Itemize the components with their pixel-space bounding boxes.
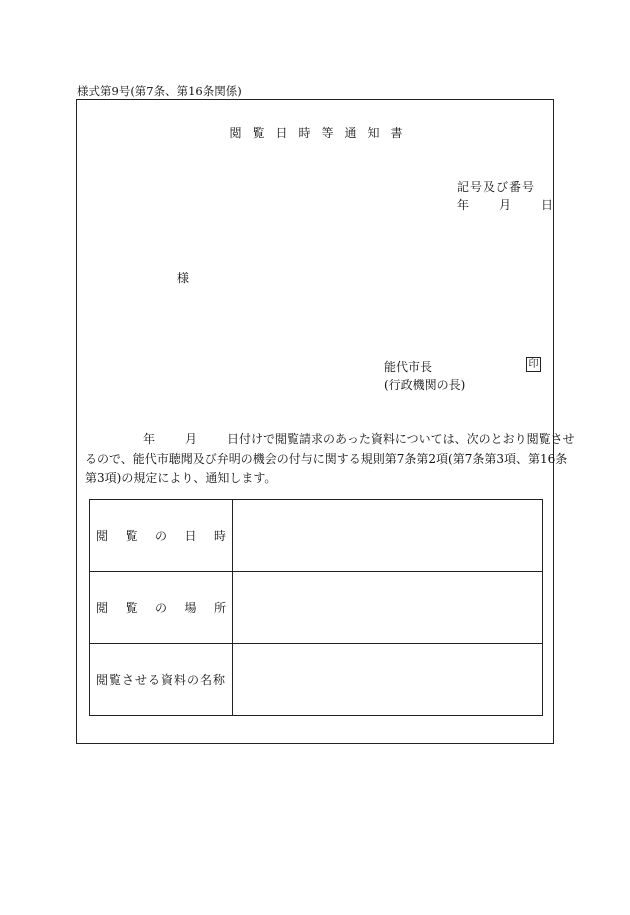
body-line-3: 第3項)の規定により、通知します。: [85, 471, 277, 485]
date-day: 日: [541, 198, 554, 212]
label-char: 日: [184, 529, 197, 543]
issuer-title: (行政機関の長): [384, 378, 466, 392]
viewing-datetime-value: [233, 500, 543, 572]
label-char: 覧: [125, 601, 138, 615]
table-row: [90, 644, 543, 716]
body-line-1: 年 月 日付けで閲覧請求のあった資料については、次のとおり閲覧させ: [143, 432, 575, 446]
body-line-2: るので、能代市聴聞及び弁明の機会の付与に関する規則第7条第2項(第7条第3項、第16条: [85, 451, 568, 466]
notice-table: [89, 499, 543, 716]
document-frame: [76, 99, 575, 744]
label-char: 閲: [96, 529, 109, 543]
label-char: 場: [184, 601, 197, 615]
issue-date: [457, 196, 553, 213]
label-char: の: [155, 601, 168, 615]
table-label-text: [96, 527, 226, 544]
table-label-text: [96, 599, 226, 616]
viewing-datetime-label: [90, 500, 233, 572]
label-char: の: [155, 529, 168, 543]
notice-body: [85, 430, 575, 489]
label-char: 覧: [125, 529, 138, 543]
form-number-label: 様式第9号(第7条、第16条関係): [77, 84, 242, 98]
date-year: 年: [457, 198, 470, 212]
viewing-place-label: [90, 572, 233, 644]
viewing-place-value: [233, 572, 543, 644]
label-char: 所: [214, 601, 227, 615]
label-char: 閲: [96, 601, 109, 615]
seal-mark: 印: [526, 357, 541, 372]
material-name-label: 閲覧させる資料の名称: [90, 644, 233, 716]
table-row: [90, 500, 543, 572]
material-name-value: [233, 644, 543, 716]
addressee-suffix: 様: [177, 271, 190, 285]
table-row: [90, 572, 543, 644]
issuer-name: 能代市長: [384, 360, 433, 374]
label-char: 時: [214, 529, 227, 543]
date-month: 月: [499, 198, 512, 212]
document-number-label: 記号及び番号: [457, 180, 536, 194]
document-title: 閲覧日時等通知書: [229, 126, 414, 140]
